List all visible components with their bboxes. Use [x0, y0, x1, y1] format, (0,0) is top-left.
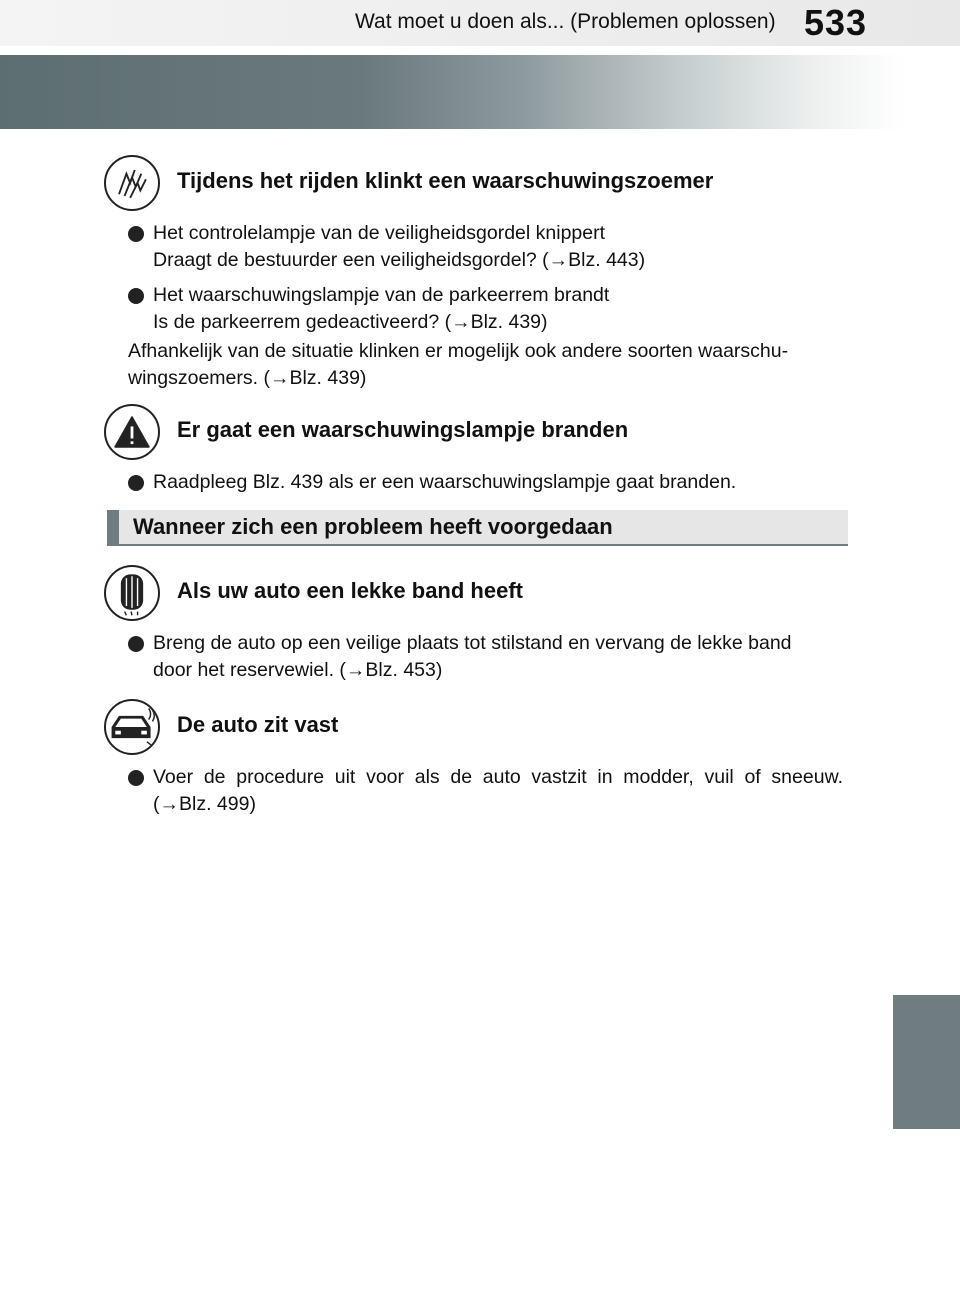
page-number: 533	[804, 2, 868, 43]
buzzer-note-line: wingszoemers. (→Blz. 439)	[128, 367, 367, 389]
bullet-icon	[128, 636, 144, 652]
warning-buzzer-icon	[104, 155, 160, 211]
section-banner	[107, 510, 848, 546]
bullet-icon	[128, 226, 144, 242]
list-item-text: Raadpleeg Blz. 439 als er een waarschuwingslampje gaat branden.	[153, 471, 737, 493]
list-item-text: Breng de auto op een veilige plaats tot stilstand en vervang de lekke band	[153, 632, 792, 654]
stuck-car-icon	[104, 699, 160, 755]
bullet-icon	[128, 770, 144, 786]
list-item-title: Het waarschuwingslampje van de parkeerrem brandt	[153, 284, 610, 306]
chapter-gradient-bar	[0, 55, 905, 129]
list-item-detail: Draagt de bestuurder een veiligheidsgordel? (→Blz. 443)	[153, 249, 646, 271]
list-item	[128, 469, 843, 496]
warning-light-heading: Er gaat een waarschuwingslampje branden	[177, 417, 629, 442]
chapter-side-tab	[893, 995, 960, 1129]
chapter-title: Wat moet u doen als... (Problemen oplossen)	[355, 10, 776, 33]
bullet-icon	[128, 288, 144, 304]
flat-tire-heading: Als uw auto een lekke band heeft	[177, 578, 523, 603]
list-item-text: Voer de procedure uit voor als de auto vastzit in modder, vuil of sneeuw.	[153, 766, 843, 788]
flat-tire-icon	[104, 565, 160, 621]
buzzer-note-line: Afhankelijk van de situatie klinken er mogelijk ook andere soorten waarschu-	[128, 340, 789, 362]
list-item	[128, 282, 843, 336]
buzzer-note	[128, 338, 843, 392]
bullet-icon	[128, 475, 144, 491]
list-item	[128, 764, 843, 818]
buzzer-heading: Tijdens het rijden klinkt een waarschuwingszoemer	[177, 168, 714, 193]
list-item-title: Het controlelampje van de veiligheidsgordel knippert	[153, 222, 606, 244]
exclamation-triangle-icon	[104, 404, 160, 460]
list-item-detail: Is de parkeerrem gedeactiveerd? (→Blz. 439)	[153, 311, 548, 333]
stuck-heading: De auto zit vast	[177, 712, 339, 737]
list-item-text: (→Blz. 499)	[153, 793, 256, 815]
page-header	[0, 0, 960, 46]
list-item	[128, 220, 843, 274]
list-item-text: door het reservewiel. (→Blz. 453)	[153, 659, 443, 681]
list-item	[128, 630, 843, 684]
section-banner-title: Wanneer zich een probleem heeft voorgedaan	[133, 514, 613, 539]
